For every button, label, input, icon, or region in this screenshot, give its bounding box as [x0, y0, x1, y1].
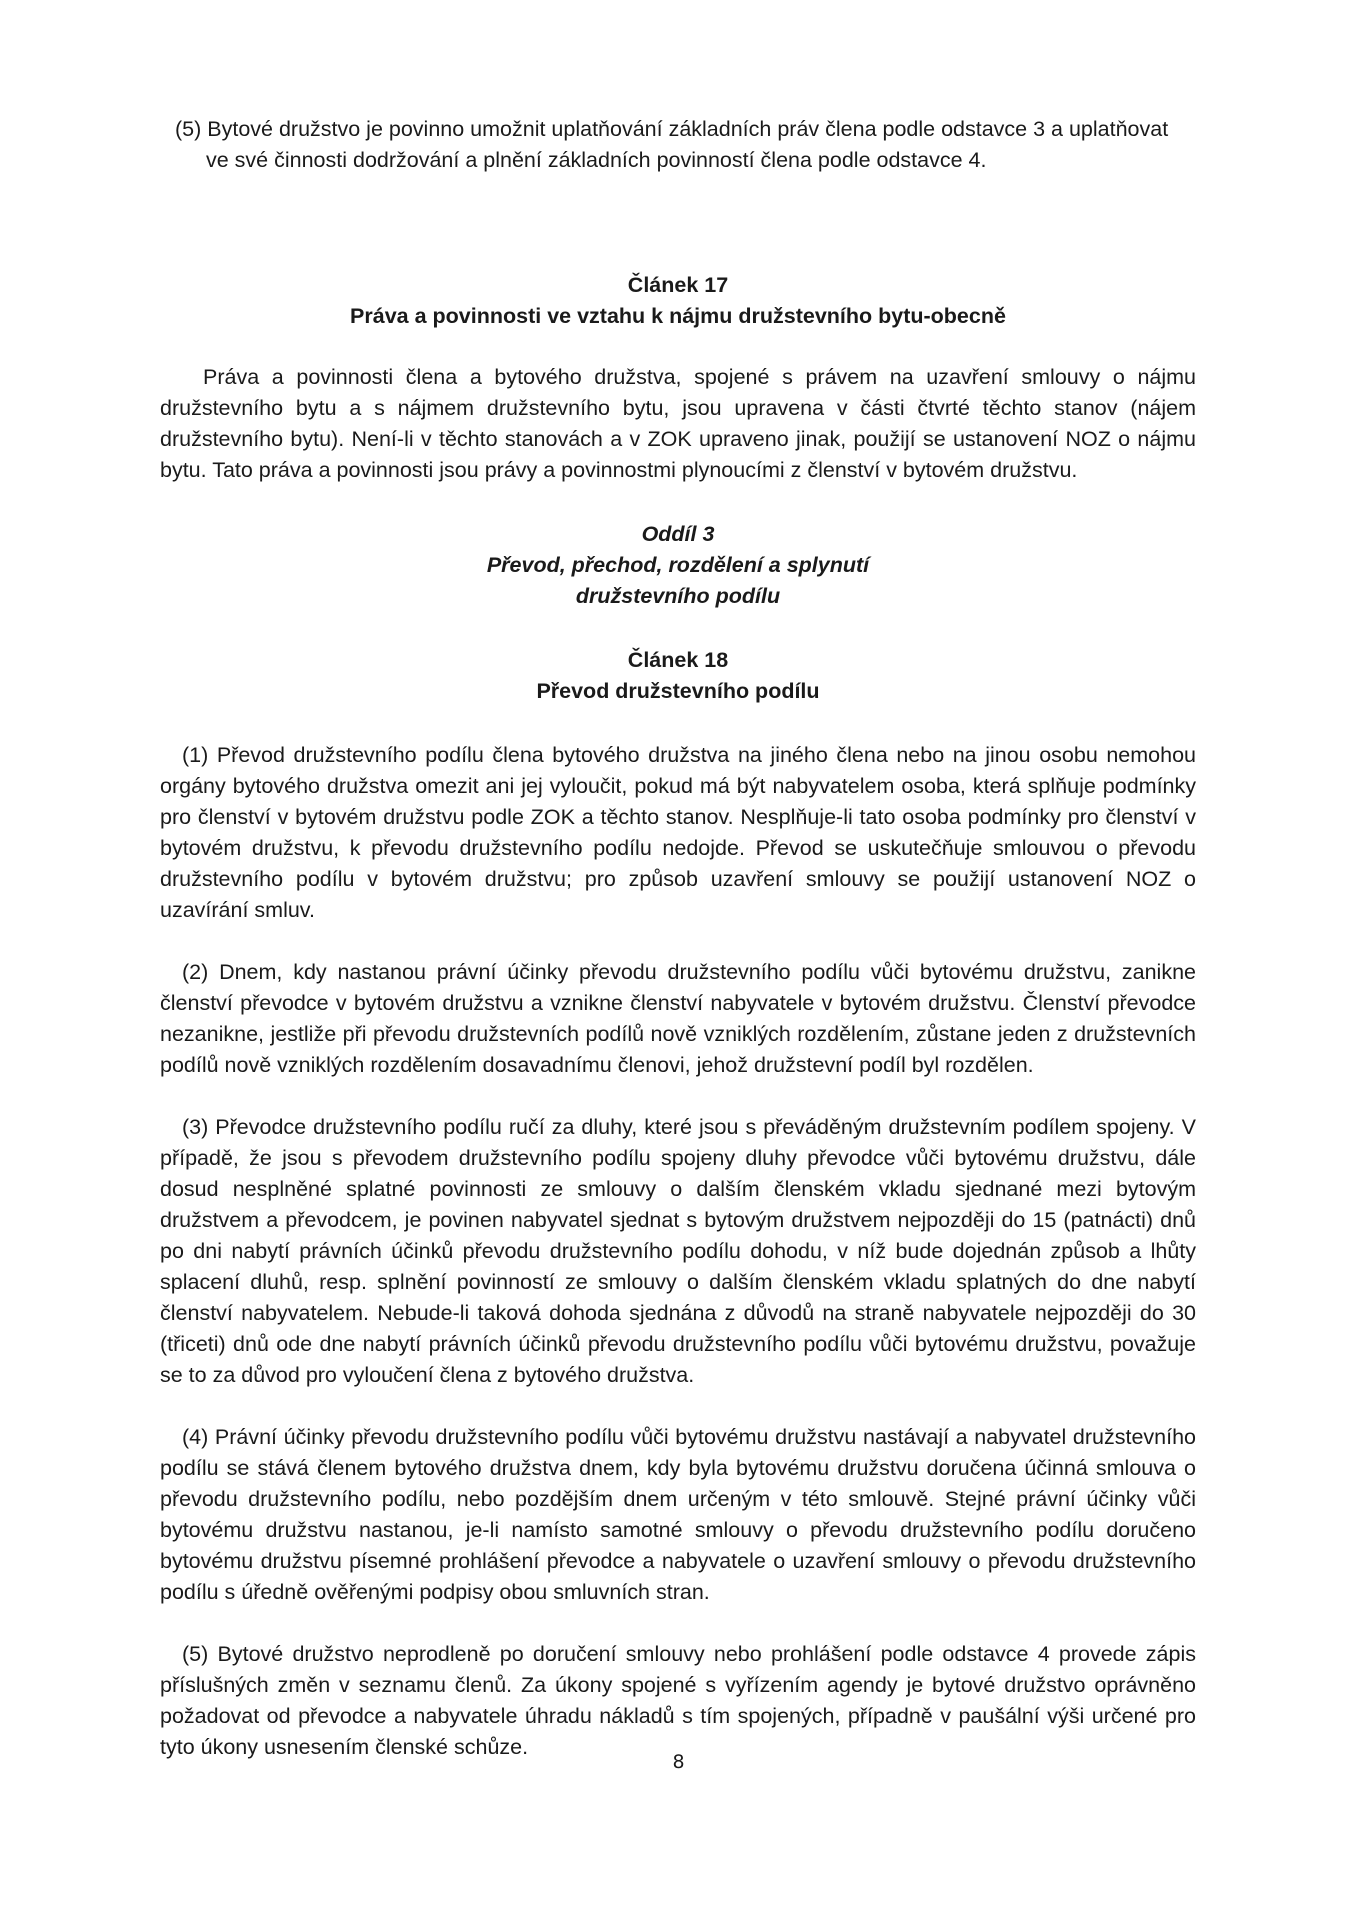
article-18-paragraph-2: (2) Dnem, kdy nastanou právní účinky převodu družstevního podílu vůči bytovému družstvu, zanikne členství převodce v bytovém družstvu a vznikne členství nabyvatele v bytovém družstvu. Členství převodce nezanikne, jestliže při převodu družstevních podílů nově vzniklých rozdělením, zůstane jeden z družstevních podílů nově vzniklých rozdělením dosavadnímu členovi, jehož družstevní podíl byl rozdělen. — [160, 960, 1196, 1077]
article-18-paragraph-3: (3) Převodce družstevního podílu ručí za dluhy, které jsou s převáděným družstevním podílem spojeny. V případě, že jsou s převodem družstevního podílu spojeny dluhy převodce vůči bytovému družstvu, dále dosud nesplněné splatné povinnosti ze smlouvy o dalším členském vkladu sjednané mezi bytovým družstvem a převodcem, je povinen nabyvatel sjednat s bytovým družstvem nejpozději do 15 (patnácti) dnů po dni nabytí právních účinků převodu družstevního podílu dohodu, v níž bude dojednán způsob a lhůty splacení dluhů, resp. splnění povinností ze smlouvy o dalším členském vkladu splatných do dne nabytí členství nabyvatelem. Nebude-li taková dohoda sjednána z důvodů na straně nabyvatele nejpozději do 30 (třiceti) dnů ode dne nabytí právních účinků převodu družstevního podílu vůči bytovému družstvu, považuje se to za důvod pro vyloučení člena z bytového družstva. — [160, 1115, 1196, 1387]
article-18-paragraph-1: (1) Převod družstevního podílu člena bytového družstva na jiného člena nebo na jinou osobu nemohou orgány bytového družstva omezit ani jej vyloučit, pokud má být nabyvatelem osoba, která splňuje podmínky pro členství v bytovém družstvu podle ZOK a těchto stanov. Nesplňuje-li tato osoba podmínky pro členství v bytovém družstvu, k převodu družstevního podílu nedojde. Převod se uskutečňuje smlouvou o převodu družstevního podílu v bytovém družstvu; pro způsob uzavření smlouvy se použijí ustanovení NOZ o uzavírání smluv. — [160, 743, 1196, 922]
paragraph-5-rights: (5) Bytové družstvo je povinno umožnit uplatňování základních práv člena podle odstavce 3 a uplatňovat ve své činnosti dodržování a plnění základních povinností člena podle odstavce 4. — [175, 117, 1169, 172]
page-content — [160, 114, 1196, 1763]
article-18-title: Převod družstevního podílu — [536, 679, 820, 703]
division-3-number: Oddíl 3 — [641, 522, 715, 546]
article-18-paragraph-5: (5) Bytové družstvo neprodleně po doručení smlouvy nebo prohlášení podle odstavce 4 provede zápis příslušných změn v seznamu členů. Za úkony spojené s vyřízením agendy je bytové družstvo oprávněno požadovat od převodce a nabyvatele úhradu nákladů s tím spojených, případně v paušální výši určené pro tyto úkony usnesením členské schůze. — [160, 1642, 1196, 1759]
article-17-title: Práva a povinnosti ve vztahu k nájmu družstevního bytu-obecně — [350, 304, 1006, 328]
article-17-body: Práva a povinnosti člena a bytového družstva, spojené s právem na uzavření smlouvy o nájmu družstevního bytu a s nájmem družstevního bytu, jsou upravena v části čtvrté těchto stanov (nájem družstevního bytu). Není-li v těchto stanovách a v ZOK upraveno jinak, použijí se ustanovení NOZ o nájmu bytu. Tato práva a povinnosti jsou právy a povinnostmi plynoucími z členství v bytovém družstvu. — [160, 365, 1196, 482]
division-3-title-line1: Převod, přechod, rozdělení a splynutí — [486, 553, 870, 577]
article-17-number: Článek 17 — [627, 273, 729, 297]
page-number: 8 — [672, 1751, 685, 1773]
article-18-paragraph-4: (4) Právní účinky převodu družstevního podílu vůči bytovému družstvu nastávají a nabyvatel družstevního podílu se stává členem bytového družstva dnem, kdy byla bytovému družstvu doručena účinná smlouva o převodu družstevního podílu, nebo pozdějším dnem určeným v této smlouvě. Stejné právní účinky vůči bytovému družstvu nastanou, je-li namísto samotné smlouvy o převodu družstevního podílu doručeno bytovému družstvu písemné prohlášení převodce a nabyvatele o uzavření smlouvy o převodu družstevního podílu s úředně ověřenými podpisy obou smluvních stran. — [160, 1425, 1196, 1604]
division-3-title-line2: družstevního podílu — [575, 584, 781, 608]
article-18-number: Článek 18 — [627, 648, 729, 672]
